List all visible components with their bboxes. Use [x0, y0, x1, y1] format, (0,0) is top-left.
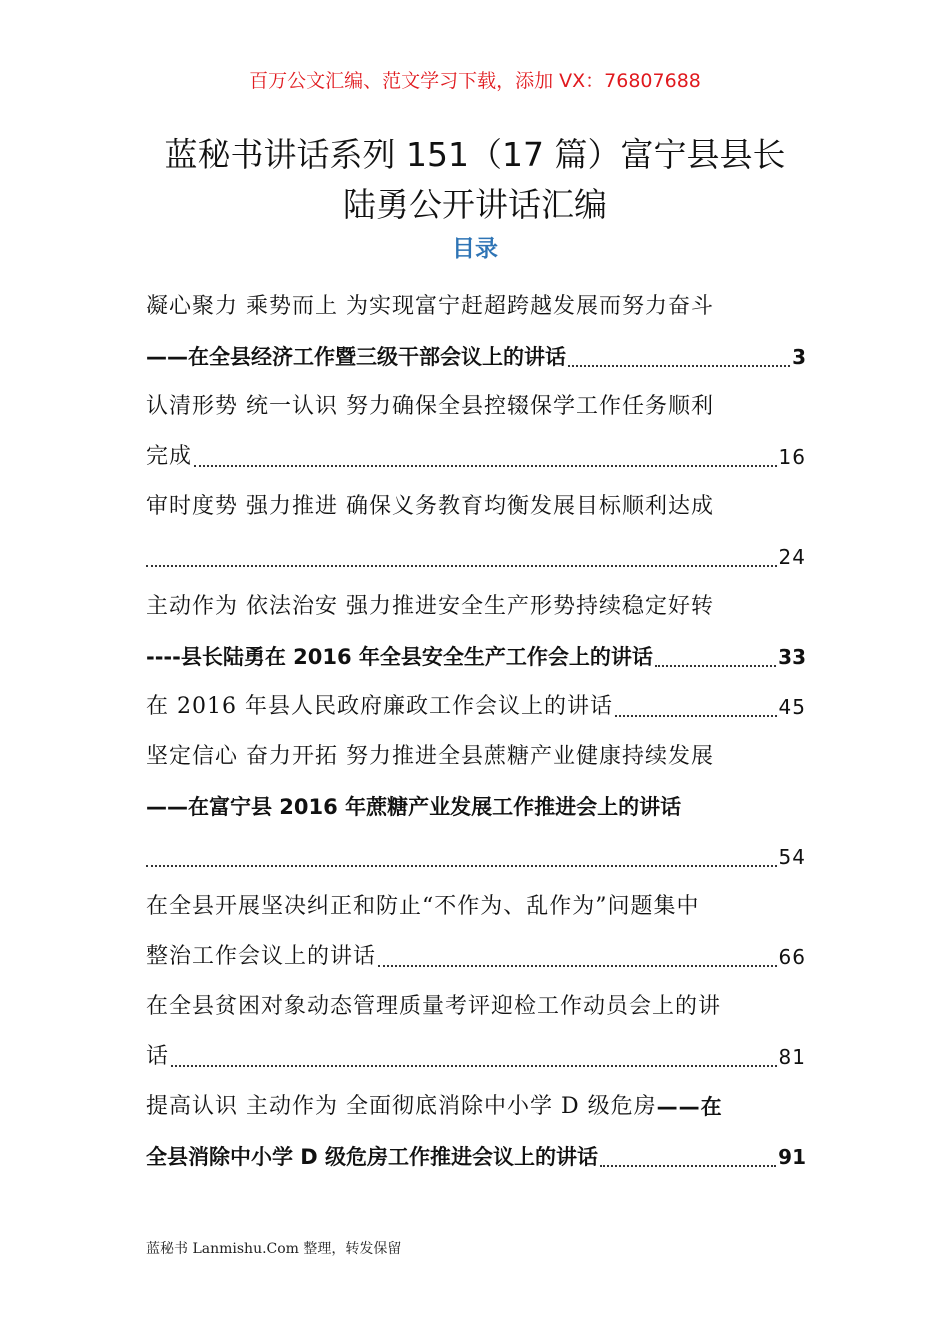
leader-dots — [568, 365, 790, 367]
toc-entry-6-title[interactable]: 坚定信心 奋力开拓 努力推进全县蔗糖产业健康持续发展 — [146, 744, 714, 769]
leader-dots — [146, 565, 777, 567]
title-line-1: 蓝秘书讲话系列 151（17 篇）富宁县县长 — [164, 135, 786, 174]
toc-entry-7-page: 66 — [778, 945, 806, 969]
toc-entry-9-subtitle[interactable]: 全县消除中小学 D 级危房工作推进会议上的讲话 91 — [146, 1132, 806, 1182]
title-line-2: 陆勇公开讲话汇编 — [343, 185, 607, 224]
leader-dots — [378, 965, 777, 967]
toc-entry-4-subtitle[interactable]: ----县长陆勇在 2016 年全县安全生产工作会上的讲话 33 — [146, 632, 806, 682]
toc-entry-6-page: 54 — [778, 845, 806, 869]
toc-entry-1-title[interactable]: 凝心聚力 乘势而上 为实现富宁赶超跨越发展而努力奋斗 — [146, 294, 714, 319]
toc-entry-3-page: 24 — [778, 545, 806, 569]
toc-entry-3-leader[interactable] — [146, 532, 806, 582]
toc-entry-5-title[interactable]: 在 2016 年县人民政府廉政工作会议上的讲话 45 — [146, 682, 806, 732]
toc-entry-8-page: 81 — [778, 1045, 806, 1069]
toc-entry-2-title[interactable]: 认清形势 统一认识 努力确保全县控辍保学工作任务顺利 — [146, 394, 714, 419]
leader-dots — [194, 465, 777, 467]
leader-dots — [171, 1065, 777, 1067]
leader-dots — [146, 865, 777, 867]
leader-dots — [600, 1165, 776, 1167]
toc-entry-3-title[interactable]: 审时度势 强力推进 确保义务教育均衡发展目标顺利达成 — [146, 494, 714, 519]
toc-heading: 目录 — [452, 236, 498, 262]
toc-entry-1-page: 3 — [792, 345, 806, 369]
toc-entry-4-page: 33 — [778, 645, 806, 669]
document-title — [0, 130, 950, 230]
toc-entry-7-continuation[interactable]: 整治工作会议上的讲话 66 — [146, 932, 806, 982]
toc-entry-2-continuation[interactable]: 完成 16 — [146, 432, 806, 482]
table-of-contents — [146, 282, 806, 1182]
toc-entry-9-page: 91 — [778, 1145, 806, 1169]
toc-entry-4-title[interactable]: 主动作为 依法治安 强力推进安全生产形势持续稳定好转 — [146, 594, 714, 619]
leader-dots — [655, 665, 776, 667]
toc-entry-2-page: 16 — [778, 445, 806, 469]
promo-banner: 百万公文汇编、范文学习下载，添加 VX：76807688 — [249, 70, 701, 92]
toc-entry-6-subtitle[interactable]: ——在富宁县 2016 年蔗糖产业发展工作推进会上的讲话 — [146, 795, 682, 819]
leader-dots — [615, 715, 777, 717]
toc-entry-7-title[interactable]: 在全县开展坚决纠正和防止“不作为、乱作为”问题集中 — [146, 894, 700, 919]
toc-entry-5-page: 45 — [778, 695, 806, 719]
toc-entry-6-leader[interactable] — [146, 832, 806, 882]
toc-entry-8-continuation[interactable]: 话 81 — [146, 1032, 806, 1082]
toc-entry-1-subtitle[interactable]: ——在全县经济工作暨三级干部会议上的讲话 3 — [146, 332, 806, 382]
toc-entry-8-title[interactable]: 在全县贫困对象动态管理质量考评迎检工作动员会上的讲 — [146, 994, 722, 1019]
page-footer: 蓝秘书 Lanmishu.Com 整理，转发保留 — [146, 1241, 402, 1257]
toc-entry-9-title[interactable]: 提高认识 主动作为 全面彻底消除中小学 D 级危房 ——在 — [146, 1094, 723, 1119]
